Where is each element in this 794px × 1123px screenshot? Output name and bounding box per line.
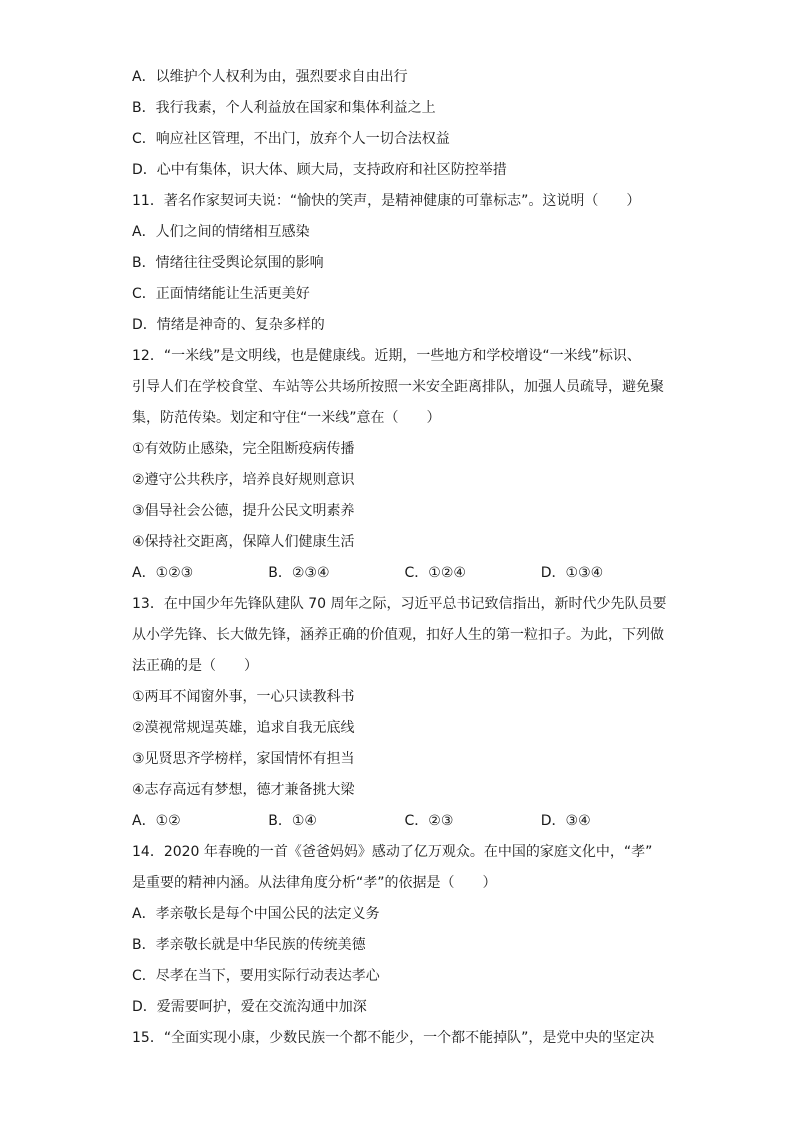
q12-choice-b: B．②③④	[268, 565, 330, 581]
q14-stem-line-1: 14．2020 年春晚的一首《爸爸妈妈》感动了亿万观众。在中国的家庭文化中，“孝”	[132, 844, 653, 860]
q13-statement-2: ②漠视常规逞英雄，追求自我无底线	[132, 720, 355, 736]
q11-option-b: B．情绪往往受舆论氛围的影响	[132, 255, 324, 271]
q15-stem-line-1: 15．“全面实现小康，少数民族一个都不能少，一个都不能掉队”，是党中央的坚定决	[132, 1030, 655, 1046]
q12-choice-d: D．①③④	[540, 565, 604, 581]
q12-stem-line-1: 12．“一米线”是文明线，也是健康线。近期，一些地方和学校增设“一米线”标识、	[132, 348, 641, 364]
q10-option-c: C．响应社区管理，不出门，放弃个人一切合法权益	[132, 131, 450, 147]
q13-stem-line-2: 从小学先锋、长大做先锋，涵养正确的价值观，扣好人生的第一粒扣子。为此，下列做	[132, 627, 664, 643]
q12-statement-4: ④保持社交距离，保障人们健康生活	[132, 534, 355, 550]
q13-statement-3: ③见贤思齐学榜样，家国情怀有担当	[132, 751, 355, 767]
q13-statement-1: ①两耳不闻窗外事，一心只读教科书	[132, 689, 355, 705]
q10-option-b: B．我行我素，个人利益放在国家和集体利益之上	[132, 100, 436, 116]
q12-statement-2: ②遵守公共秩序，培养良好规则意识	[132, 472, 355, 488]
question-list	[132, 62, 677, 1054]
q13-choices	[132, 806, 677, 837]
q11-option-c: C．正面情绪能让生活更美好	[132, 286, 310, 302]
q11-option-d: D．情绪是神奇的、复杂多样的	[132, 317, 325, 333]
q12-stem-line-2: 引导人们在学校食堂、车站等公共场所按照一米安全距离排队，加强人员疏导，避免聚	[132, 379, 664, 395]
q14-option-c: C．尽孝在当下，要用实际行动表达孝心	[132, 968, 380, 984]
q13-statement-4: ④志存高远有梦想，德才兼备挑大梁	[132, 782, 355, 798]
q11-option-a: A．人们之间的情绪相互感染	[132, 224, 310, 240]
q13-choice-d: D．③④	[540, 813, 591, 829]
q12-statement-3: ③倡导社会公德，提升公民文明素养	[132, 503, 355, 519]
q14-option-b: B．孝亲敬长就是中华民族的传统美德	[132, 937, 366, 953]
q13-choice-b: B．①④	[268, 813, 317, 829]
q12-statement-1: ①有效防止感染，完全阻断疫病传播	[132, 441, 355, 457]
q12-choices	[132, 558, 677, 589]
q12-stem-line-3: 集，防范传染。划定和守住“一米线”意在（ ）	[132, 410, 441, 426]
q13-stem-line-1: 13．在中国少年先锋队建队 70 周年之际，习近平总书记致信指出，新时代少先队员要	[132, 596, 667, 612]
q11-stem: 11．著名作家契诃夫说：“愉快的笑声，是精神健康的可靠标志”。这说明（ ）	[132, 193, 641, 209]
q10-option-a: A．以维护个人权利为由，强烈要求自由出行	[132, 69, 408, 85]
q13-stem-line-3: 法正确的是（ ）	[132, 658, 258, 674]
q14-option-a: A．孝亲敬长是每个中国公民的法定义务	[132, 906, 380, 922]
q13-choice-a: A．①②	[132, 813, 181, 829]
q12-choice-c: C．①②④	[404, 565, 466, 581]
q12-choice-a: A．①②③	[132, 565, 194, 581]
q13-choice-c: C．②③	[404, 813, 454, 829]
q14-stem-line-2: 是重要的精神内涵。从法律角度分析“孝”的依据是（ ）	[132, 875, 497, 891]
q14-option-d: D．爱需要呵护，爱在交流沟通中加深	[132, 999, 367, 1015]
q10-option-d: D．心中有集体，识大体、顾大局，支持政府和社区防控举措	[132, 162, 507, 178]
